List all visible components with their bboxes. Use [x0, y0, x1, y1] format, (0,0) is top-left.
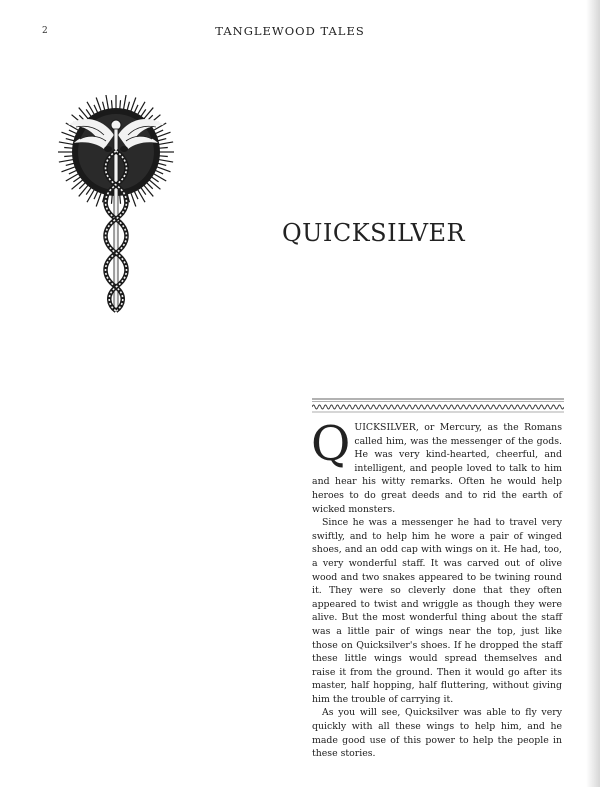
- caduceus-sunburst-icon: [54, 95, 178, 315]
- chapter-title: QUICKSILVER: [282, 219, 466, 248]
- page-edge-shadow: [586, 0, 600, 787]
- drop-cap: Q: [311, 416, 351, 472]
- body-text: [311, 416, 562, 761]
- running-title: TANGLEWOOD TALES: [215, 24, 365, 38]
- paragraph-1-text: UICKSILVER, or Mercury, as the Romans called him, was the messenger of the gods. He was very kind-hearted, cheerful, and intelligent, and people loved to talk to him and hear his witty remarks. Often he would help heroes to do great deeds and to rid the earth of wicked monsters.: [312, 422, 562, 515]
- paragraph-2: Since he was a messenger he had to travel very swiftly, and to help him he wore a pair of winged shoes, and an odd cap with wings on it. He had, too, a very wonderful staff. It was carved out of olive wood and two snakes appeared to be twining round it. They were so cleverly done that they often appeared to twist and wriggle as though they were alive. But the most wonderful thing about the staff was a little pair of wings near the top, just like those on Quicksilver's shoes. If he dropped the staff these little wings would spread themselves and raise it from the ground. Then it would go after its master, half hopping, half fluttering, without giving him the trouble of carrying it.: [312, 517, 562, 705]
- paragraph-3: As you will see, Quicksilver was able to fly very quickly with all these wings to help him, and he made good use of this power to help the people in these stories.: [312, 707, 562, 760]
- page-number: 2: [42, 26, 48, 36]
- ornamental-rule: [312, 396, 564, 418]
- paragraph-1: [311, 416, 562, 516]
